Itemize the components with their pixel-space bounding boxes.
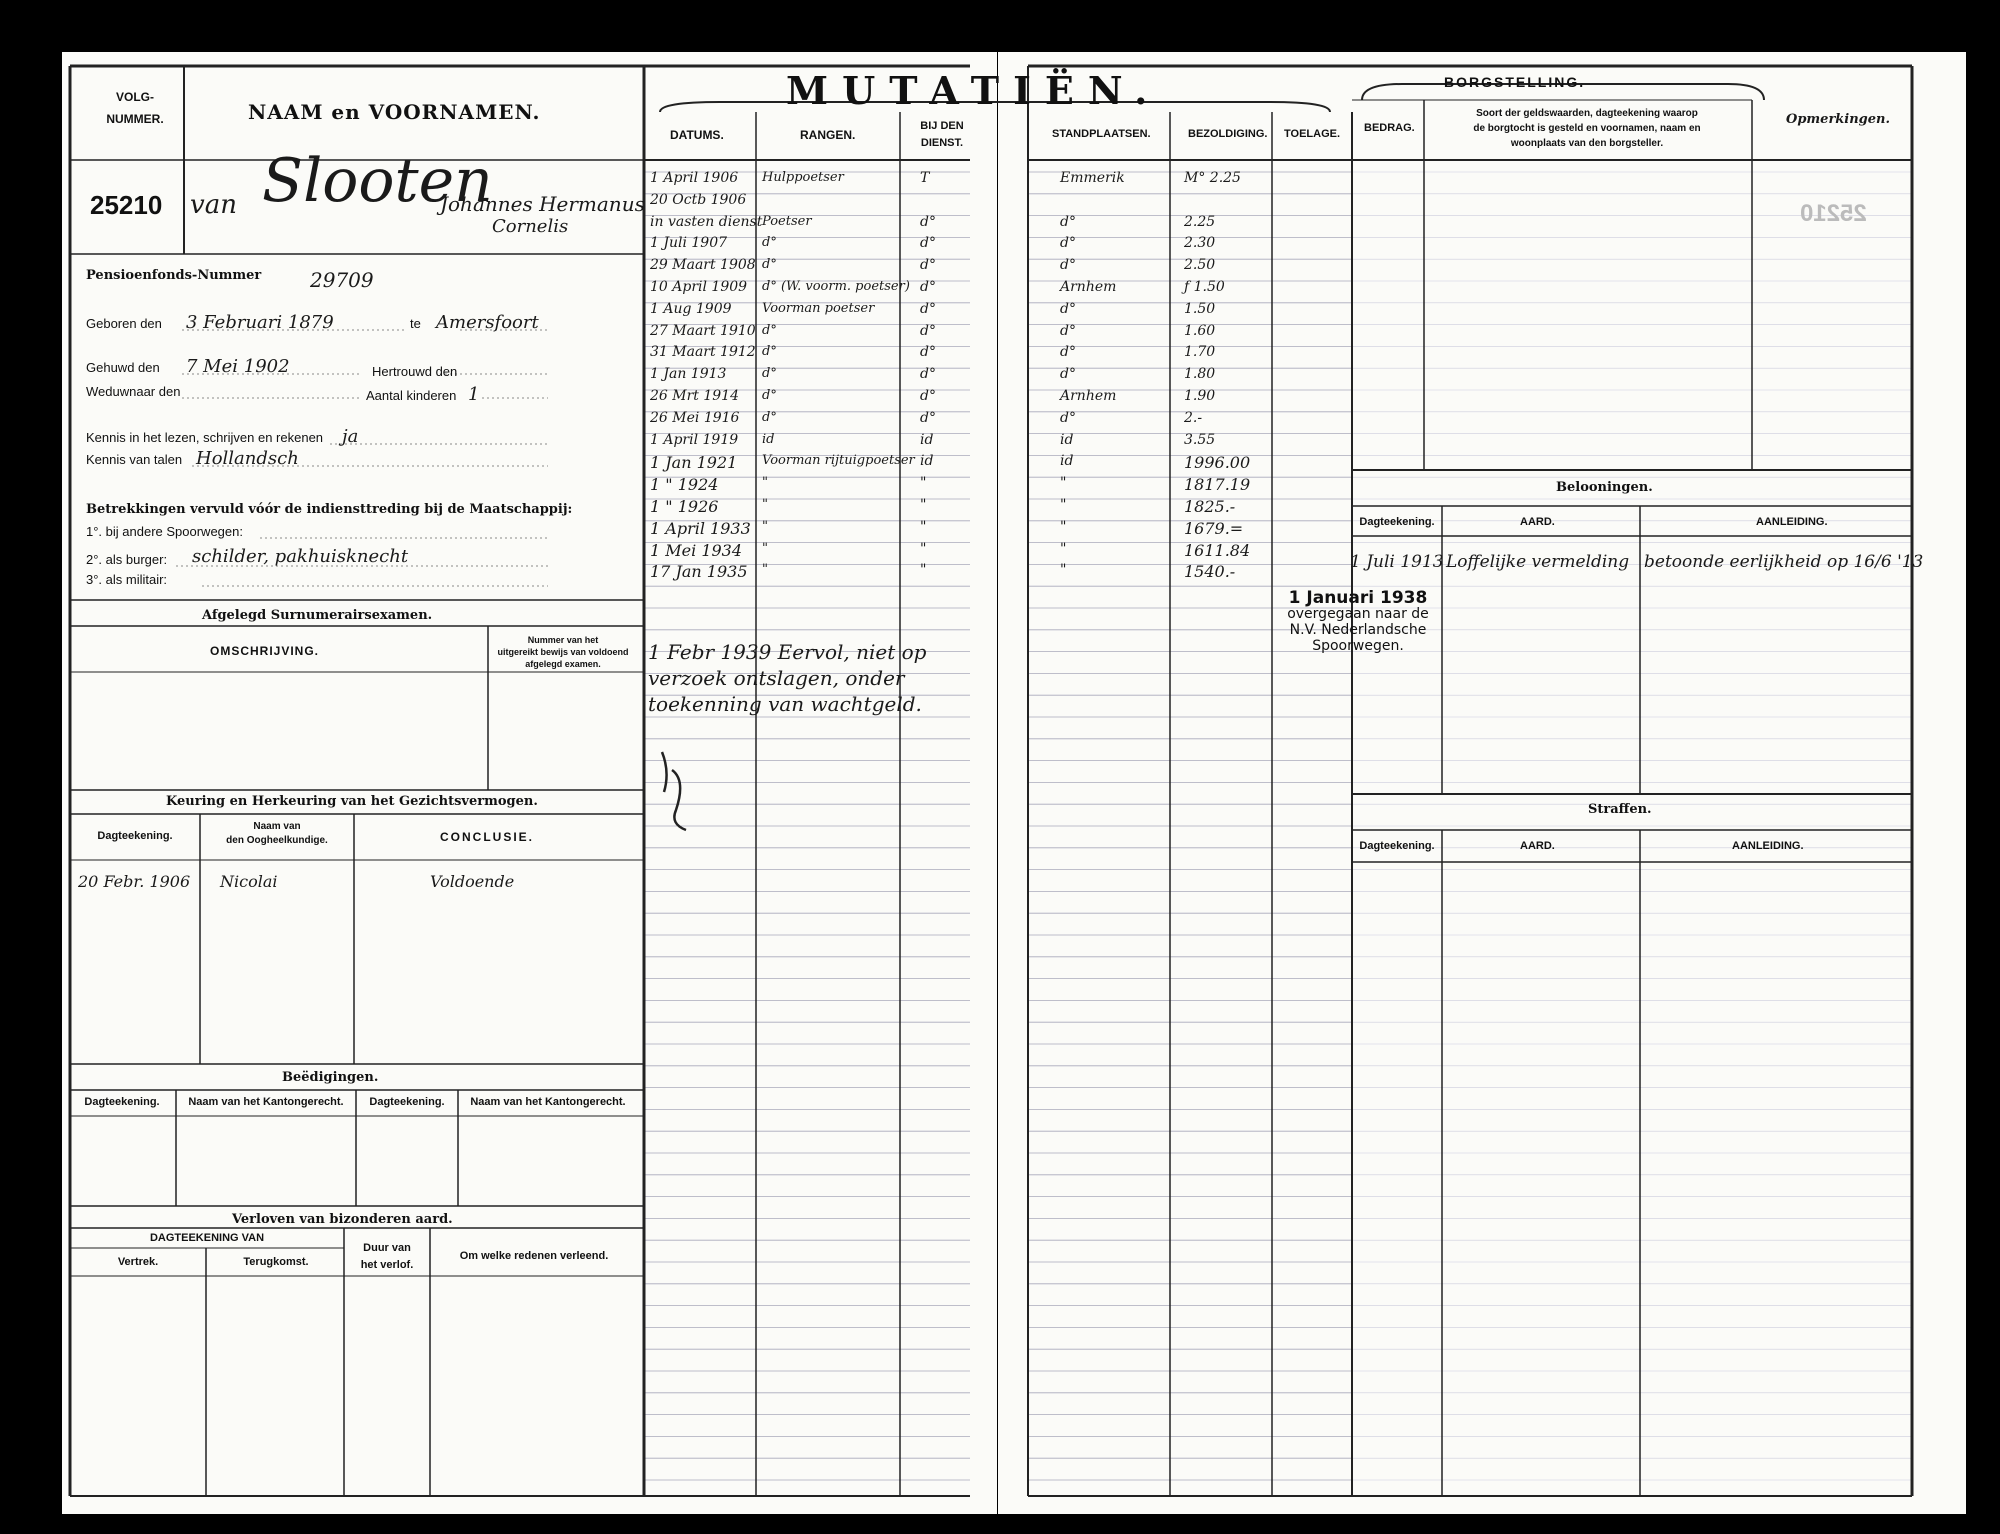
mutatie-bezoldiging: 2.50 [1184,257,1216,274]
given-names-2: Cornelis [492,216,569,237]
mutatie-standplaats: Arnhem [1060,388,1117,404]
pensioen-value: 29709 [310,268,374,292]
mutatie-dienst: d° [920,388,936,404]
mutatie-datum: 1 April 1919 [650,431,739,448]
mutatie-datum: 31 Maart 1912 [650,344,756,361]
mutatie-datum: 1 April 1933 [650,518,751,538]
mutatie-datum: 1 Mei 1934 [650,540,743,560]
mutatie-bezoldiging: 1.50 [1184,300,1216,317]
mutatie-rang: d° (W. voorm. poetser) [762,279,910,294]
mutatien-title: MUTATIËN. [786,68,1162,113]
mutatie-datum: 27 Maart 1910 [650,322,756,339]
vertrek-header: Vertrek. [117,1256,159,1268]
mutatie-bezoldiging: 1996.00 [1184,453,1251,473]
keuring-naam: Nicolai [220,872,278,891]
beloning-date: 1 Juli 1913 [1350,552,1444,572]
mutatie-bezoldiging: 2.30 [1184,235,1216,252]
mutatie-dienst: d° [920,300,936,317]
beediging-kantongerecht-header-2: Naam van het Kantongerecht. [470,1096,626,1108]
mutatie-datum: 1 April 1906 [650,170,739,186]
keuring-conclusie-header: CONCLUSIE. [440,830,535,844]
mutatie-standplaats: d° [1060,409,1076,426]
datums-header: DATUMS. [670,128,724,142]
mutatie-rang: " [762,497,768,512]
mutatie-rang: " [762,475,768,491]
mutatie-bezoldiging: 1825.- [1184,497,1236,516]
mutatie-rang: d° [762,322,777,338]
hertrouwd-label: Hertrouwd den [372,364,458,379]
te-value: Amersfoort [436,312,539,333]
mutatie-dienst: " [920,475,927,492]
mutatie-bezoldiging: 1.60 [1184,322,1216,339]
mutatie-dienst: " [920,518,927,535]
mutatie-standplaats: d° [1060,344,1076,361]
given-names-1: Johannes Hermanus [440,192,645,216]
volg-nummer-header: VOLG- NUMMER. [106,90,164,126]
beediging-dag-header-2: Dagteekening. [369,1096,445,1108]
mutatie-datum: 20 Octb 1906 [650,191,747,208]
mutatie-dienst: d° [920,279,936,295]
terugkomst-header: Terugkomst. [243,1256,309,1268]
mutatie-bezoldiging: ƒ 1.50 [1184,279,1225,295]
rangen-header: RANGEN. [800,128,856,142]
mutatie-bezoldiging: 1611.84 [1184,540,1251,560]
mutatie-rang: " [762,540,768,556]
stamp-line-4: Spoorwegen. [1312,638,1404,654]
mutatie-rang: Poetser [762,213,812,229]
mutatie-dienst: d° [920,344,936,361]
mutatie-datum: 17 Jan 1935 [650,562,748,582]
straffen-title: Straffen. [1588,802,1652,817]
mutatie-rang: d° [762,344,777,360]
beedigingen-title: Beëdigingen. [282,1070,379,1085]
gehuwd-label: Gehuwd den [86,360,160,375]
straf-dag-header: Dagteekening. [1359,840,1435,852]
omschrijving-header: OMSCHRIJVING. [210,644,320,658]
kinderen-label: Aantal kinderen [366,388,457,403]
mutatie-standplaats: Emmerik [1060,170,1125,186]
mutatie-bezoldiging: 1817.19 [1184,475,1251,495]
kennis-talen-value: Hollandsch [196,448,299,469]
mutatie-datum: 26 Mrt 1914 [650,388,739,404]
mutatie-dienst: id [920,453,934,470]
mutatie-dienst: d° [920,213,936,230]
mutatie-dienst: d° [920,235,936,252]
duur-verlof-header: Duur van het verlof. [360,1242,414,1271]
standplaatsen-header: STANDPLAATSEN. [1052,128,1151,140]
stamp-line-2: overgegaan naar de [1287,606,1429,622]
beediging-dag-header-1: Dagteekening. [84,1096,160,1108]
mutatie-standplaats: " [1060,497,1067,513]
mutatie-bezoldiging: M° 2.25 [1184,170,1241,186]
kennis-lezen-label: Kennis in het lezen, schrijven en rekenen [86,430,324,445]
name-prefix: van [190,190,237,220]
mutatie-datum: 1 " 1926 [650,497,719,516]
mutatie-rang: d° [762,257,777,273]
mutatie-bezoldiging: 1679.= [1184,518,1244,538]
keuring-title: Keuring en Herkeuring van het Gezichtsvermogen. [166,794,538,809]
spoorwegen-label: 1°. bij andere Spoorwegen: [86,524,243,539]
mutatie-rang: id [762,431,775,447]
dagteekening-van-header: DAGTEEKENING VAN [149,1232,265,1244]
burger-value: schilder, pakhuisknecht [192,546,409,567]
mutatie-standplaats: d° [1060,322,1076,339]
mutatie-bezoldiging: 2.25 [1184,213,1216,230]
surnumerair-title: Afgelegd Surnumerairsexamen. [202,608,433,623]
keuring-conclusie: Voldoende [430,872,515,891]
straf-aanleiding-header: AANLEIDING. [1732,840,1804,852]
mutatie-rang: d° [762,388,777,403]
mutatie-datum: 1 Aug 1909 [650,300,732,317]
mutatie-dienst: " [920,497,927,513]
mutatie-bezoldiging: 1540.- [1184,562,1236,582]
bedrag-header: BEDRAG. [1364,122,1415,134]
beediging-kantongerecht-header-1: Naam van het Kantongerecht. [188,1096,344,1108]
te-label: te [410,316,421,331]
mutatie-rang: " [762,562,768,578]
mutatie-dienst: d° [920,257,936,274]
mutatie-rang: d° [762,409,777,425]
betrekkingen-title: Betrekkingen vervuld vóór de indiensttreding bij de Maatschappij: [86,502,573,517]
mutatie-dienst: d° [920,409,936,426]
mutatie-bezoldiging: 1.90 [1184,388,1216,404]
nummer-bewijs-header: Nummer van het uitgereikt bewijs van voldoend afgelegd examen. [497,635,629,669]
mutatie-standplaats: d° [1060,213,1076,230]
mutatie-datum: 29 Maart 1908 [650,257,756,274]
stamp-line-3: N.V. Nederlandsche [1289,622,1427,638]
kennis-lezen-value: ja [342,426,359,447]
pensioen-label: Pensioenfonds-Nummer [86,268,262,283]
mutatie-datum: 1 Juli 1907 [650,235,728,252]
mutatie-dienst: id [920,431,934,448]
borgstelling-title: BORGSTELLING. [1444,74,1586,90]
ontslag-line-3: toekenning van wachtgeld. [648,692,922,716]
beloning-aard-header: AARD. [1520,516,1555,528]
beloningen-title: Belooningen. [1556,480,1653,495]
keuring-date: 20 Febr. 1906 [78,872,191,891]
geboren-label: Geboren den [86,316,162,331]
opmerkingen-header: Opmerkingen. [1786,112,1891,127]
mutatie-rang: Hulppoetser [762,170,844,185]
verloven-title: Verloven van bizonderen aard. [232,1212,453,1227]
militair-label: 3°. als militair: [86,572,168,587]
mutatie-rang: d° [762,235,777,251]
beloning-dag-header: Dagteekening. [1359,516,1435,528]
gehuwd-value: 7 Mei 1902 [186,356,290,377]
mutatie-bezoldiging: 1.80 [1184,366,1216,383]
ontslag-line-2: verzoek ontslagen, onder [648,666,905,690]
beloning-aard: Loffelijke vermelding [1446,552,1630,572]
mutatie-standplaats: d° [1060,235,1076,252]
volg-number: 25210 [90,190,163,220]
mutatie-standplaats: " [1060,475,1067,492]
naam-header: NAAM en VOORNAMEN. [248,100,541,124]
mutatie-bezoldiging: 3.55 [1184,431,1216,448]
redenen-header: Om welke redenen verleend. [459,1250,609,1262]
mutatie-dienst: " [920,562,927,579]
mutatie-standplaats: Arnhem [1060,279,1117,295]
mutatie-rang: d° [762,366,777,382]
burger-label: 2°. als burger: [86,552,168,567]
soort-geldswaarden-header: Soort der geldswaarden, dagteekening waarop de borgtocht is gesteld en voornamen, naam en woonplaats van den borgsteller. [1473,108,1701,149]
mutatie-dienst: d° [920,322,936,339]
beloning-aanleiding: betoonde eerlijkheid op 16/6 '13 [1644,552,1924,572]
stamp-line-1: 1 Januari 1938 [1288,588,1428,608]
mutatie-datum: 26 Mei 1916 [650,409,740,426]
kinderen-value: 1 [468,384,480,405]
bij-den-dienst-header: BIJ DEN DIENST. [920,120,964,149]
weduwnaar-label: Weduwnaar den [86,384,181,399]
geboren-value: 3 Februari 1879 [186,312,334,333]
mutatie-standplaats: " [1060,518,1067,535]
mutatie-standplaats: id [1060,453,1074,470]
mutatie-standplaats: d° [1060,257,1076,274]
mutatie-standplaats: d° [1060,300,1076,317]
mutatie-rang: Voorman poetser [762,300,875,316]
show-through-number: 25210 [1800,200,1867,227]
straf-aard-header: AARD. [1520,840,1555,852]
mutatie-standplaats: " [1060,540,1067,557]
keuring-dag-header: Dagteekening. [97,830,173,842]
mutatie-datum: 10 April 1909 [650,279,748,295]
mutatie-standplaats: " [1060,562,1067,579]
mutatie-datum: in vasten dienst [650,213,763,230]
mutatie-rang: " [762,518,768,534]
mutatie-dienst: " [920,540,927,557]
mutatie-dienst: T [920,170,930,186]
mutatie-dienst: d° [920,366,936,383]
keuring-naam-header: Naam van den Oogheelkundige. [226,821,328,846]
beloning-aanleiding-header: AANLEIDING. [1756,516,1828,528]
mutatie-standplaats: id [1060,431,1074,448]
mutatie-bezoldiging: 1.70 [1184,344,1216,361]
ns-transfer-stamp [1272,590,1444,654]
mutatie-datum: 1 " 1924 [650,475,719,495]
mutatie-bezoldiging: 2.- [1184,409,1203,426]
mutatie-rang: Voorman rijtuigpoetser [762,453,915,469]
toelage-header: TOELAGE. [1284,128,1341,140]
surname: Slooten [262,146,493,216]
mutatie-datum: 1 Jan 1921 [650,453,738,473]
mutatie-standplaats: d° [1060,366,1076,383]
bezoldiging-header: BEZOLDIGING. [1188,128,1268,140]
mutatie-datum: 1 Jan 1913 [650,366,727,383]
kennis-talen-label: Kennis van talen [86,452,183,467]
ontslag-line-1: 1 Febr 1939 Eervol, niet op [648,640,927,664]
